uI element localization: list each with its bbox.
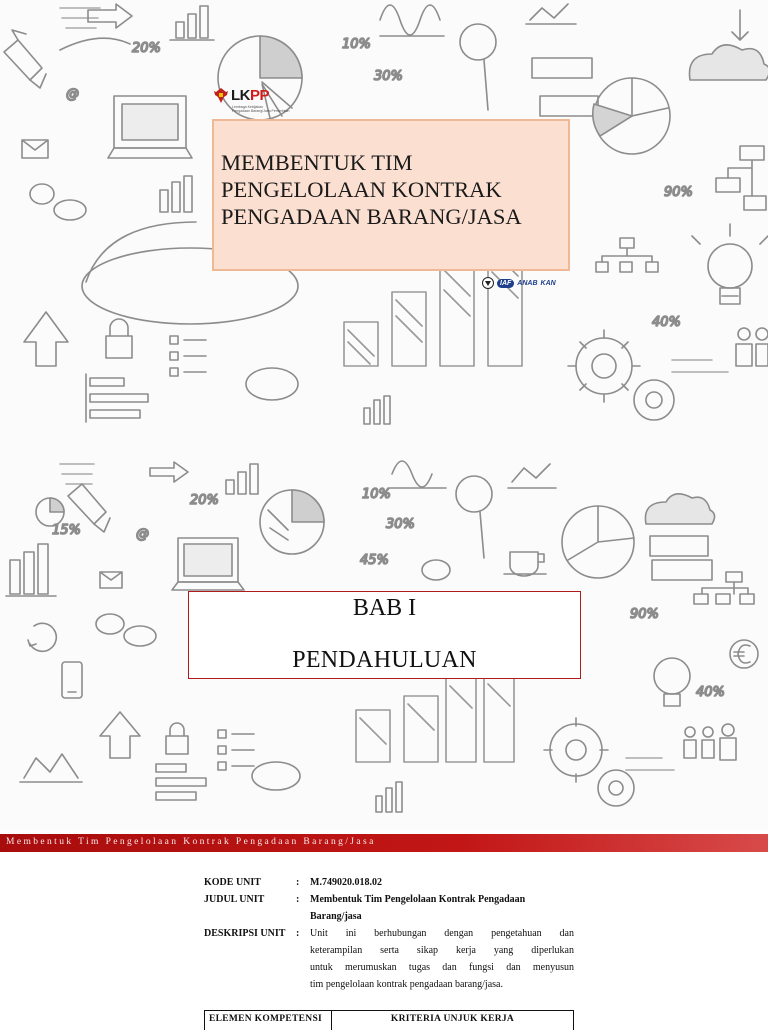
logo-wordmark: LKPP (231, 87, 270, 104)
doodle-label: 90% (630, 607, 659, 622)
bar-chart-icon (226, 464, 258, 494)
hbar-chart-icon (86, 374, 148, 422)
kriteria-unjuk-kerja-header: KRITERIA UNJUK KERJA (390, 1014, 515, 1024)
chapter-title: PENDAHULUAN (292, 647, 477, 673)
badge-kan: KAN (540, 279, 556, 287)
arrow-right-icon (150, 462, 188, 482)
bar-chart-icon (376, 782, 402, 812)
unit-info-table (204, 874, 574, 993)
gear-icon (568, 330, 640, 402)
doodle-label: 10% (342, 37, 371, 52)
magnifier-icon (456, 476, 492, 558)
badge-iaf: IAF (497, 279, 514, 288)
cloud-icon (645, 494, 714, 524)
certification-seal-icon (482, 277, 494, 289)
deskripsi-line: keterampilan serta sikap kerja yang diperlukan (310, 945, 574, 956)
doodle-label: 45% (360, 553, 389, 568)
doodle-label: 40% (696, 685, 725, 700)
chapter-number: BAB I (352, 595, 417, 621)
deskripsi-line: untuk merumuskan tugas dan fungsi dan menyusun (310, 962, 574, 973)
org-chart-icon (694, 572, 754, 604)
mobile-phone-icon (62, 662, 82, 698)
pie-chart-icon (36, 498, 64, 526)
running-header (0, 834, 768, 852)
piggy-bank-icon (422, 560, 450, 580)
doodle-label: 90% (664, 185, 693, 200)
unit-row-deskripsi (204, 925, 574, 993)
doodle-label: 20% (190, 493, 219, 508)
kode-unit-label: KODE UNIT (204, 877, 261, 888)
cover-title-line: PENGADAAN BARANG/JASA (221, 204, 522, 229)
envelope-icon (100, 572, 122, 588)
tree-chart-icon (716, 146, 766, 210)
lightbulb-icon (654, 658, 690, 706)
separator-colon: : (296, 877, 300, 888)
unit-row-kode (204, 874, 574, 891)
doodle-label: 30% (386, 517, 415, 532)
monitor-icon (172, 538, 244, 590)
gear-icon (544, 718, 608, 782)
garuda-emblem-icon (213, 86, 229, 104)
lock-icon (106, 319, 132, 358)
deskripsi-line: tim pengelolaan kontrak pengadaan barang/jasa. (310, 979, 503, 990)
badge-anab: ANAB (517, 279, 538, 287)
cover-title-box (212, 119, 570, 271)
arrow-up-icon (100, 712, 140, 758)
wave-icon (380, 5, 440, 35)
deskripsi-line: Unit ini berhubungan dengan pengetahuan dan (310, 928, 574, 939)
separator-colon: : (296, 928, 300, 939)
gear-icon (598, 770, 634, 806)
org-chart-icon (596, 238, 658, 272)
judul-unit-line: Barang/jasa (310, 911, 362, 922)
doodle-label: 40% (652, 315, 681, 330)
kode-unit-value: M.749020.018.02 (310, 877, 382, 888)
chapter-page (0, 440, 768, 830)
magnifier-icon (460, 24, 496, 110)
people-icon (736, 328, 768, 366)
wave-icon (392, 461, 432, 487)
doodle-label: 30% (374, 69, 403, 84)
pie-chart-icon (562, 506, 634, 578)
doodle-label: 10% (362, 487, 391, 502)
arrow-up-icon (24, 312, 68, 366)
people-icon (684, 724, 736, 760)
separator-colon: : (296, 894, 300, 905)
checklist-icon (218, 730, 254, 770)
bar-chart-icon (364, 396, 390, 424)
logo-subtitle: Lembaga Kebijakan Pengadaan Barang/Jasa Pemerintah (232, 105, 290, 114)
coffee-cup-icon (504, 552, 546, 576)
line-graph-icon (526, 4, 576, 24)
certification-badges (482, 277, 556, 289)
envelope-icon (22, 140, 48, 158)
cover-title-line: PENGELOLAAN KONTRAK (221, 177, 502, 202)
cover-title-line: MEMBENTUK TIM (221, 150, 413, 175)
rocket-icon (4, 30, 46, 88)
refresh-icon (28, 623, 56, 651)
line-graph-icon (508, 464, 556, 488)
judul-unit-value (310, 891, 574, 925)
chat-bubbles-icon (30, 184, 86, 220)
cover-page (0, 0, 768, 440)
bar-chart-icon (160, 176, 192, 212)
at-sign-icon: @ (66, 87, 79, 102)
deskripsi-unit-label: DESKRIPSI UNIT (204, 928, 286, 939)
chat-bubbles-icon (96, 614, 156, 646)
hbar-chart-icon (156, 764, 206, 800)
unit-row-judul (204, 891, 574, 925)
pie-chart-icon (593, 78, 670, 154)
kompetensi-table-header (204, 1010, 574, 1030)
bar-chart-icon (6, 544, 56, 596)
bar-chart-icon (170, 6, 214, 40)
lock-icon (166, 723, 188, 754)
doodle-label: 20% (132, 41, 161, 56)
deskripsi-unit-value (310, 925, 574, 993)
at-sign-icon: @ (136, 527, 149, 542)
monitor-icon (108, 96, 192, 158)
gear-icon (634, 380, 674, 420)
judul-unit-label: JUDUL UNIT (204, 894, 265, 905)
lkpp-logo (213, 86, 289, 114)
line-graph-icon (20, 754, 82, 782)
checklist-icon (170, 336, 206, 376)
running-header-text: Membentuk Tim Pengelolaan Kontrak Pengadaan Barang/Jasa (6, 837, 376, 847)
content-page (0, 830, 768, 1024)
elemen-kompetensi-header: ELEMEN KOMPETENSI (205, 1011, 332, 1030)
euro-coin-icon (730, 640, 758, 668)
growth-bars-icon (356, 676, 514, 762)
judul-unit-line: Membentuk Tim Pengelolaan Kontrak Pengadaan (310, 894, 526, 905)
cloud-icon (689, 45, 768, 80)
chapter-title-box (188, 591, 581, 679)
pie-chart-icon (260, 490, 324, 554)
lightbulb-icon (692, 224, 768, 304)
doodle-label: 15% (52, 523, 81, 538)
